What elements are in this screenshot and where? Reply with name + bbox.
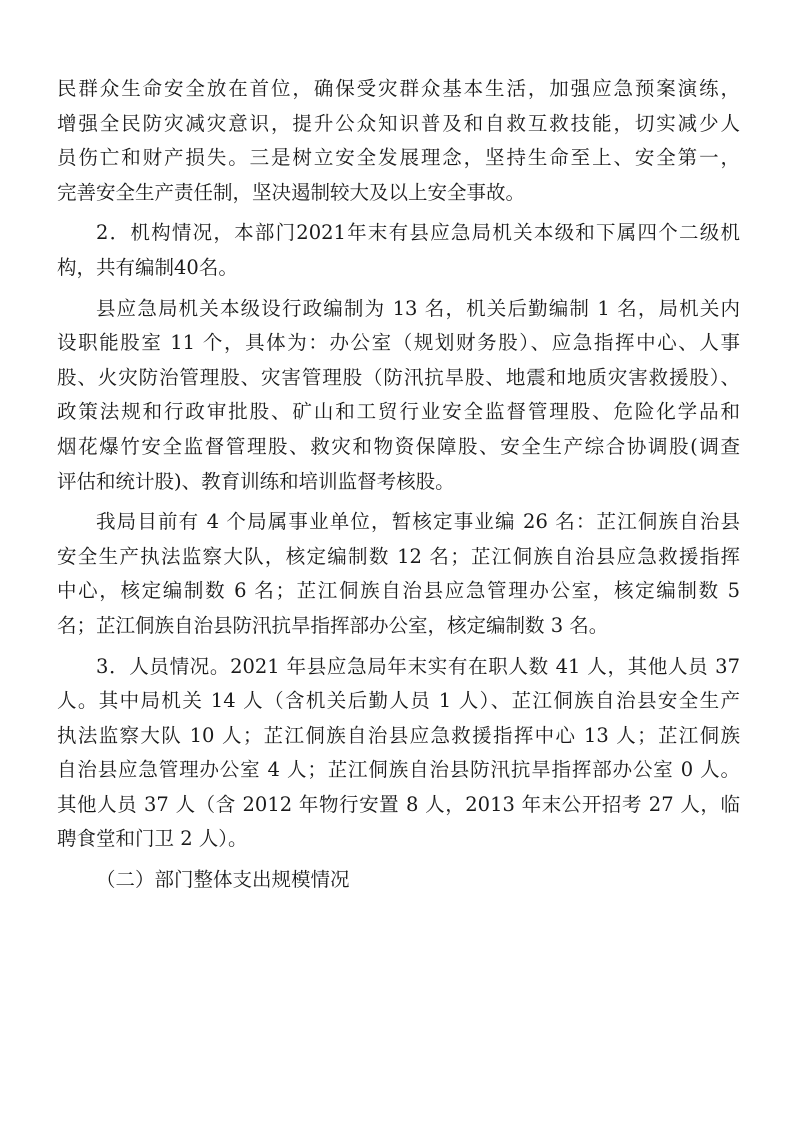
text-line: 设职能股室 11 个，具体为：办公室（规划财务股）、应急指挥中心、人事 — [57, 331, 740, 355]
text-line: 名；芷江侗族自治县防汛抗旱指挥部办公室，核定编制数 3 名。 — [57, 613, 609, 637]
text-line: 其他人员 37 人（含 2012 年物行安置 8 人，2013 年末公开招考 27 人，临 — [57, 792, 740, 816]
text-line: 安全生产执法监察大队，核定编制数 12 名；芷江侗族自治县应急救援指挥 — [57, 544, 740, 568]
paragraph-first-line: 县应急局机关本级设行政编制为 13 名，机关后勤编制 1 名，局机关内 — [96, 296, 740, 320]
text-line: 人。其中局机关 14 人（含机关后勤人员 1 人）、芷江侗族自治县安全生产 — [57, 689, 740, 713]
document-body — [57, 72, 740, 898]
text-line: 构，共有编制40名。 — [57, 255, 238, 279]
section-2-heading-line: 2．机构情况，本部门2021年末有县应急局机关本级和下属四个二级机 — [96, 221, 740, 245]
text-line: 民群众生命安全放在首位，确保受灾群众基本生活，加强应急预案演练， — [57, 77, 740, 100]
section-3-heading-line: 3．人员情况。2021 年县应急局年末实有在职人数 41 人，其他人员 37 — [96, 654, 740, 678]
text-line: 聘食堂和门卫 2 人）。 — [57, 827, 248, 851]
text-line: 员伤亡和财产损失。三是树立安全发展理念，坚持生命至上、安全第一， — [57, 146, 740, 170]
text-line: 评估和统计股)、教育训练和培训监督考核股。 — [57, 469, 455, 493]
text-line: 完善安全生产责任制，坚决遏制较大及以上安全事故。 — [57, 180, 526, 204]
text-line: 执法监察大队 10 人；芷江侗族自治县应急救援指挥中心 13 人；芷江侗族 — [57, 723, 740, 747]
paragraph-first-line: 我局目前有 4 个局属事业单位，暂核定事业编 26 名：芷江侗族自治县 — [96, 510, 740, 534]
text-line: 中心，核定编制数 6 名；芷江侗族自治县应急管理办公室，核定编制数 5 — [57, 579, 740, 603]
text-line: 增强全民防灾减灾意识，提升公众知识普及和自救互救技能，切实减少人 — [57, 111, 740, 135]
text-line: 政策法规和行政审批股、矿山和工贸行业安全监督管理股、危险化学品和 — [57, 400, 740, 424]
text-line: 股、火灾防治管理股、灾害管理股（防汛抗旱股、地震和地质灾害救援股）、 — [57, 365, 740, 389]
section-heading-overall-expenditure: （二）部门整体支出规模情况 — [96, 868, 350, 892]
text-line: 自治县应急管理办公室 4 人；芷江侗族自治县防汛抗旱指挥部办公室 0 人。 — [57, 758, 740, 782]
text-line: 烟花爆竹安全监督管理股、救灾和物资保障股、安全生产综合协调股(调查 — [57, 434, 740, 458]
